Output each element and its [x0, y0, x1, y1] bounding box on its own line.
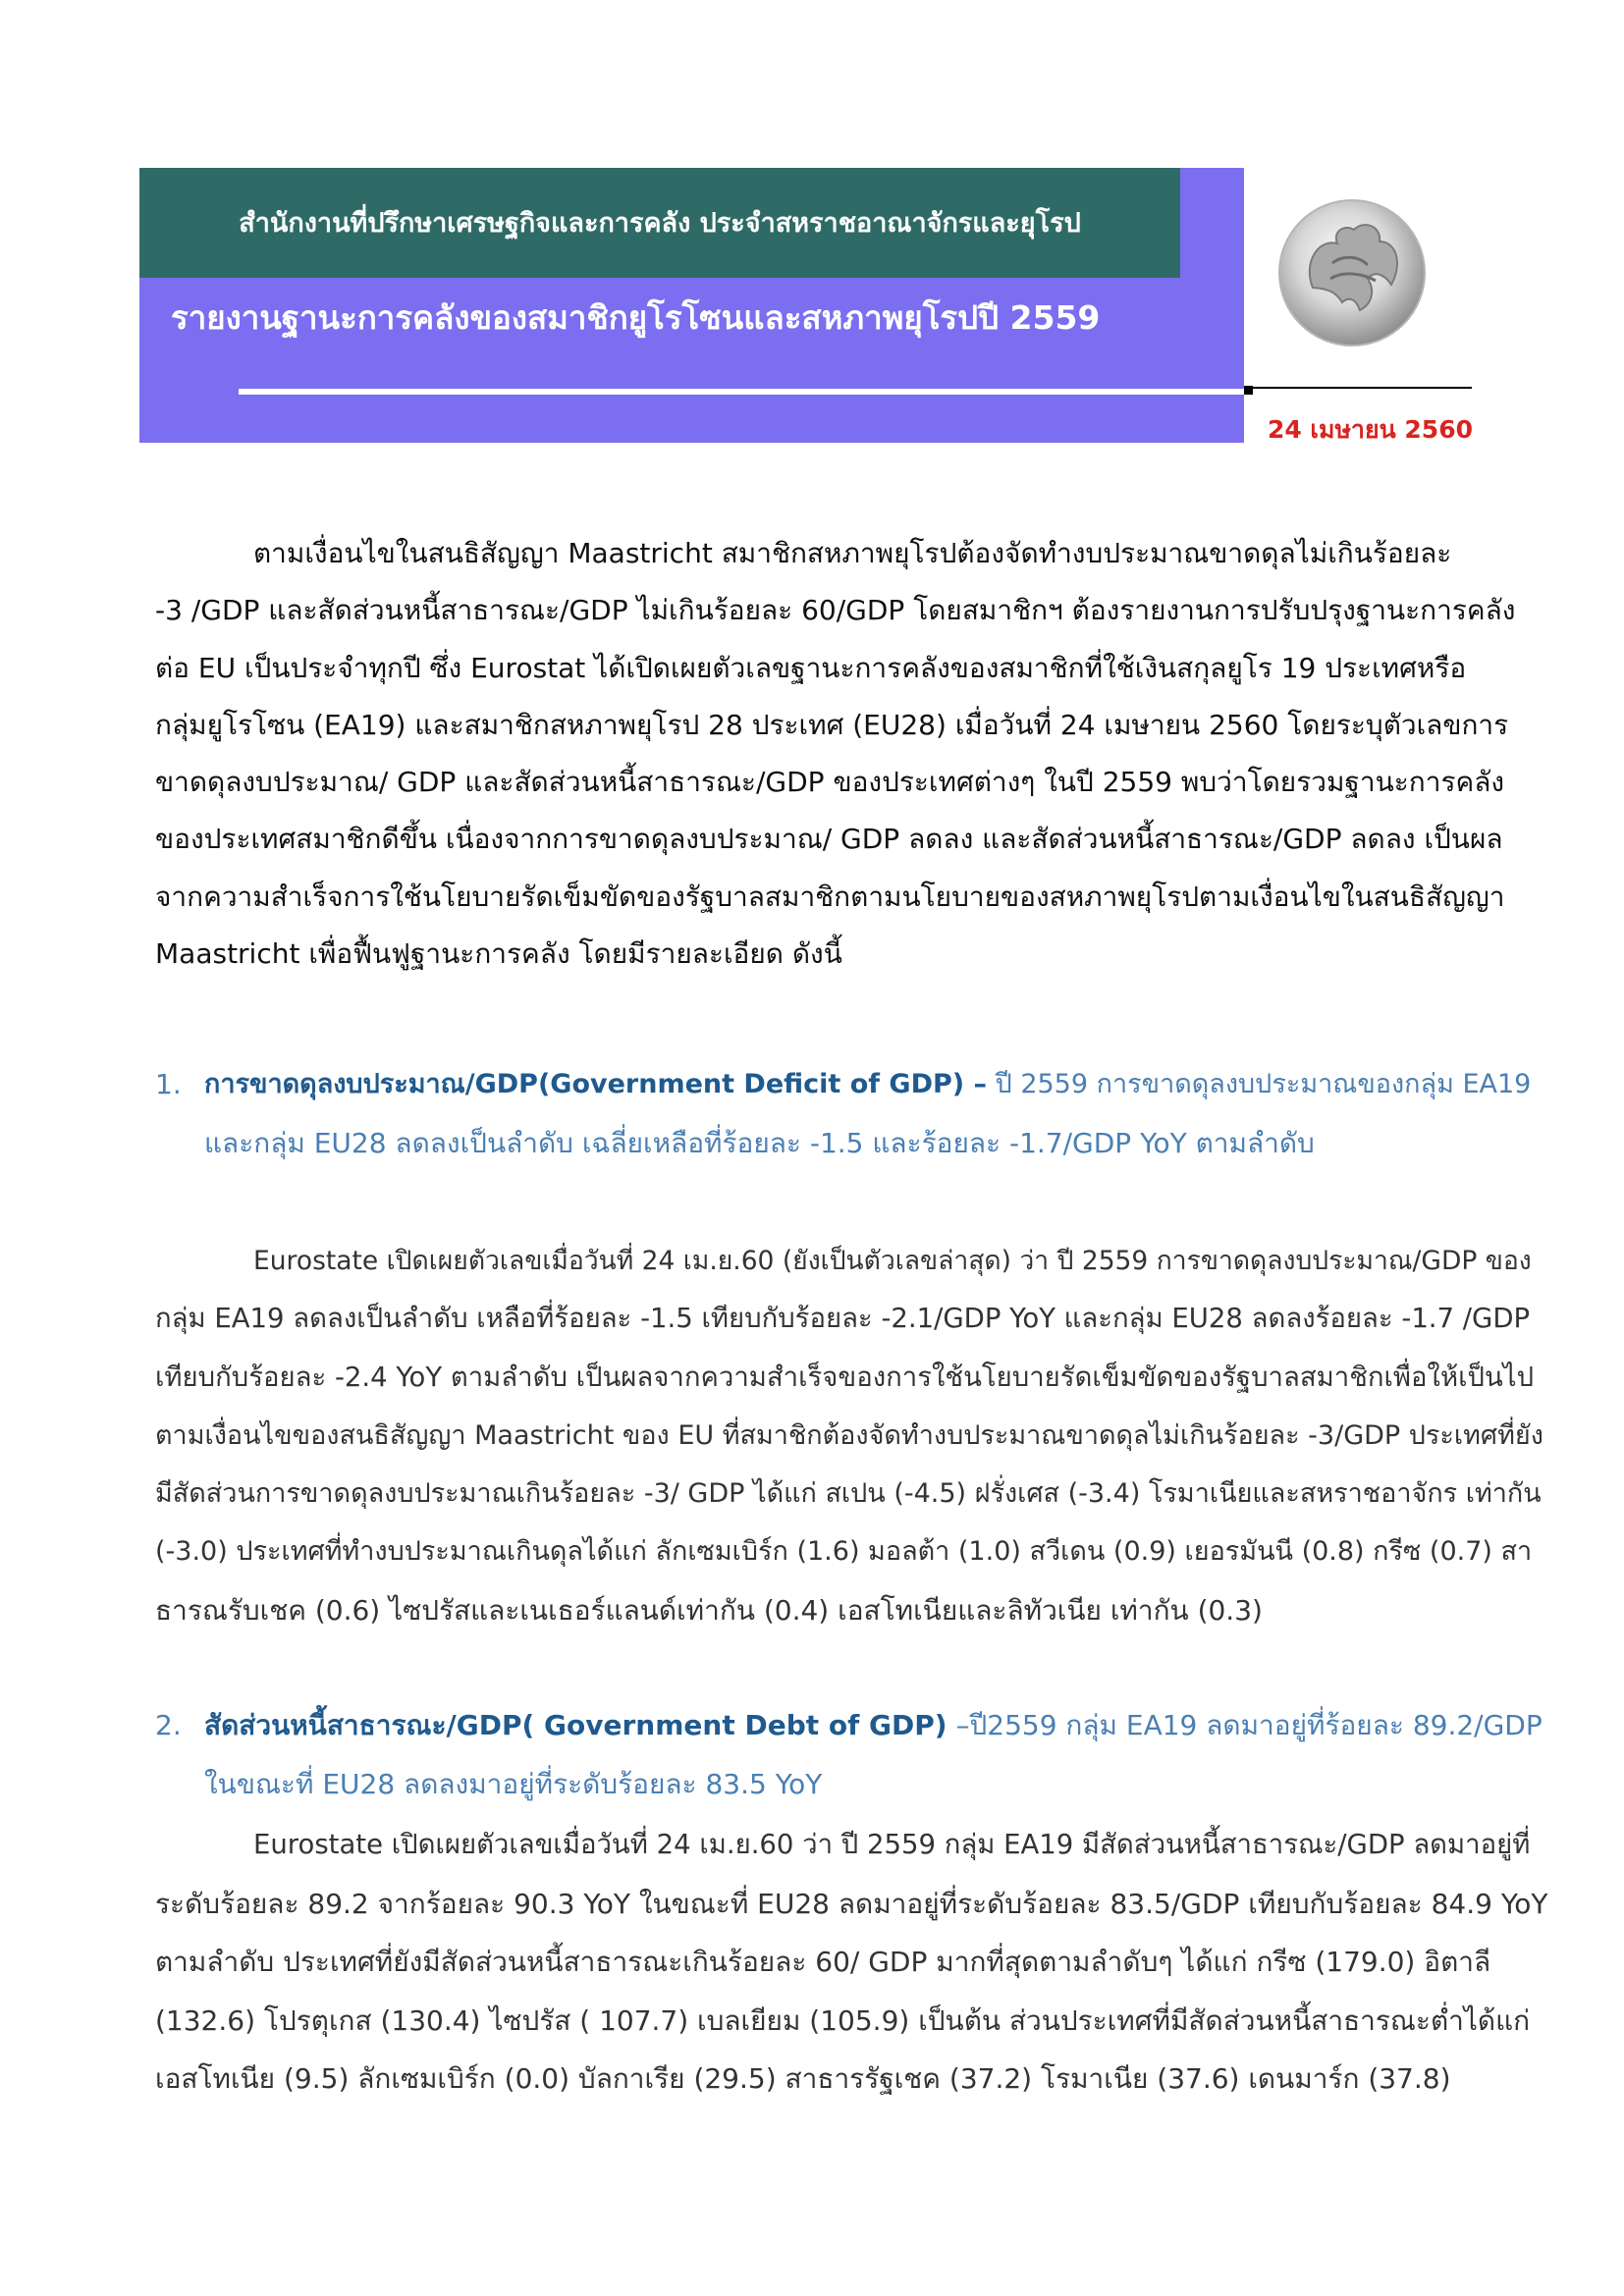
- org-bar: [139, 168, 1180, 278]
- intro-line: จากความสำเร็จการใช้นโยบายรัดเข็มขัดของรัฐบาลสมาชิกตามนโยบายของสหภาพยุโรปตามเงื่อนไขในสนธิสัญญา: [155, 880, 1505, 913]
- body-line: Eurostate เปิดเผยตัวเลขเมื่อวันที่ 24 เม.ย.60 (ยังเป็นตัวเลขล่าสุด) ว่า ปี 2559 การขาดดุลงบประมาณ/GDP ของ: [253, 1246, 1532, 1276]
- body-line: (-3.0) ประเทศที่ทำงบประมาณเกินดุลได้แก่ ลักเซมเบิร์ก (1.6) มอลต้า (1.0) สวีเดน (0.9) เยอรมันนี (0.8) กรีซ (0.7) สา: [155, 1536, 1533, 1568]
- body-line: กลุ่ม EA19 ลดลงเป็นลำดับ เหลือที่ร้อยละ -1.5 เทียบกับร้อยละ -2.1/GDP YoY และกลุ่ม EU28 ลดลงร้อยละ -1.7 /GDP: [155, 1303, 1531, 1335]
- section-1-heading: [155, 1055, 1549, 1173]
- body-line: ธารณรับเชค (0.6) ไซปรัสและเนเธอร์แลนด์เท่ากัน (0.4) เอสโทเนียและลิทัวเนีย เท่ากัน (0.3): [155, 1593, 1263, 1627]
- body-line: (132.6) โปรตุเกส (130.4) ไซปรัส ( 107.7) เบลเยียม (105.9) เป็นต้น ส่วนประเทศที่มีสัดส่วนหนี้สาธารณะต่ำได้แก่: [155, 2003, 1531, 2037]
- intro-line: ตามเงื่อนไขในสนธิสัญญา Maastricht สมาชิกสหภาพยุโรปต้องจัดทำงบประมาณขาดดุลไม่เกินร้อยละ: [253, 537, 1452, 569]
- section-2-body: [155, 1816, 1549, 2109]
- report-date: 24 เมษายน 2560: [1267, 415, 1473, 444]
- intro-line: ต่อ EU เป็นประจำทุกปี ซึ่ง Eurostat ได้เปิดเผยตัวเลขฐานะการคลังของสมาชิกที่ใช้เงินสกุลยูโร 19 ประเทศหรือ: [155, 651, 1467, 684]
- heading-rest: ปี 2559 การขาดดุลงบประมาณของกลุ่ม EA19: [987, 1069, 1532, 1099]
- intro-line: ของประเทศสมาชิกดีขึ้น เนื่องจากการขาดดุลงบประมาณ/ GDP ลดลง และสัดส่วนหนี้สาธารณะ/GDP ลดลง เป็นผล: [155, 823, 1503, 856]
- heading-bold: สัดส่วนหนี้สาธารณะ/GDP( Government Debt of GDP): [204, 1709, 947, 1741]
- report-banner: [139, 168, 1244, 443]
- title-rule: [239, 389, 1250, 395]
- section-number: 2.: [155, 1709, 182, 1741]
- garuda-emblem-icon: [1273, 194, 1431, 351]
- heading-line: ในขณะที่ EU28 ลดลงมาอยู่ที่ระดับร้อยละ 83.5 YoY: [204, 1768, 823, 1800]
- body-line: ตามเงื่อนไขของสนธิสัญญา Maastricht ของ EU ที่สมาชิกต้องจัดทำงบประมาณขาดดุลไม่เกินร้อยละ -3/GDP ประเทศที่ยัง: [155, 1419, 1543, 1451]
- rule-extension: [1250, 387, 1472, 389]
- intro-line: -3 /GDP และสัดส่วนหนี้สาธารณะ/GDP ไม่เกินร้อยละ 60/GDP โดยสมาชิกฯ ต้องรายงานการปรับปรุงฐานะการคลัง: [155, 594, 1516, 627]
- heading-line: [155, 1696, 1549, 1755]
- intro-line: Maastricht เพื่อฟื้นฟูฐานะการคลัง โดยมีรายละเอียด ดังนี้: [155, 937, 842, 971]
- body-line: Eurostate เปิดเผยตัวเลขเมื่อวันที่ 24 เม.ย.60 ว่า ปี 2559 กลุ่ม EA19 มีสัดส่วนหนี้สาธารณะ/GDP ลดมาอยู่ที่: [253, 1829, 1531, 1860]
- heading-rest: –ปี2559 กลุ่ม EA19 ลดมาอยู่ที่ร้อยละ 89.2/GDP: [947, 1709, 1543, 1741]
- heading-line: [155, 1055, 1549, 1114]
- report-title: รายงานฐานะการคลังของสมาชิกยูโรโซนและสหภาพยุโรปปี 2559: [171, 298, 1101, 337]
- section-number: 1.: [155, 1068, 182, 1100]
- heading-line: และกลุ่ม EU28 ลดลงเป็นลำดับ เฉลี่ยเหลือที่ร้อยละ -1.5 และร้อยละ -1.7/GDP YoY ตามลำดับ: [204, 1127, 1315, 1159]
- intro-line: กลุ่มยูโรโซน (EA19) และสมาชิกสหภาพยุโรป 28 ประเทศ (EU28) เมื่อวันที่ 24 เมษายน 2560 โดยระบุตัวเลขการ: [155, 708, 1509, 741]
- section-1-body: [155, 1232, 1549, 1639]
- body-line: ระดับร้อยละ 89.2 จากร้อยละ 90.3 YoY ในขณะที่ EU28 ลดมาอยู่ที่ระดับร้อยละ 83.5/GDP เทียบกับร้อยละ 84.9 YoY: [155, 1887, 1548, 1920]
- heading-bold: การขาดดุลงบประมาณ/GDP(Government Deficit of GDP) –: [204, 1069, 988, 1099]
- body-line: ตามลำดับ ประเทศที่ยังมีสัดส่วนหนี้สาธารณะเกินร้อยละ 60/ GDP มากที่สุดตามลำดับๆ ได้แก่ กรีซ (179.0) อิตาลี: [155, 1946, 1491, 1978]
- intro-paragraph: [155, 525, 1530, 983]
- body-line: เทียบกับร้อยละ -2.4 YoY ตามลำดับ เป็นผลจากความสำเร็จของการใช้นโยบายรัดเข็มขัดของรัฐบาลสมาชิกเพื่อให้เป็นไป: [155, 1361, 1535, 1393]
- body-line: มีสัดส่วนการขาดดุลงบประมาณเกินร้อยละ -3/ GDP ได้แก่ สเปน (-4.5) ฝรั่งเศส (-3.4) โรมาเนียและสหราชอาจักร เท่ากัน: [155, 1478, 1542, 1510]
- section-2-heading: [155, 1696, 1549, 1814]
- org-name: สำนักงานที่ปรึกษาเศรษฐกิจและการคลัง ประจำสหราชอาณาจักรและยุโรป: [239, 208, 1081, 239]
- intro-line: ขาดดุลงบประมาณ/ GDP และสัดส่วนหนี้สาธารณะ/GDP ของประเทศต่างๆ ในปี 2559 พบว่าโดยรวมฐานะการคลัง: [155, 766, 1505, 799]
- body-line: เอสโทเนีย (9.5) ลักเซมเบิร์ก (0.0) บัลกาเรีย (29.5) สาธารรัฐเชค (37.2) โรมาเนีย (37.6) เดนมาร์ก (37.8): [155, 2062, 1451, 2095]
